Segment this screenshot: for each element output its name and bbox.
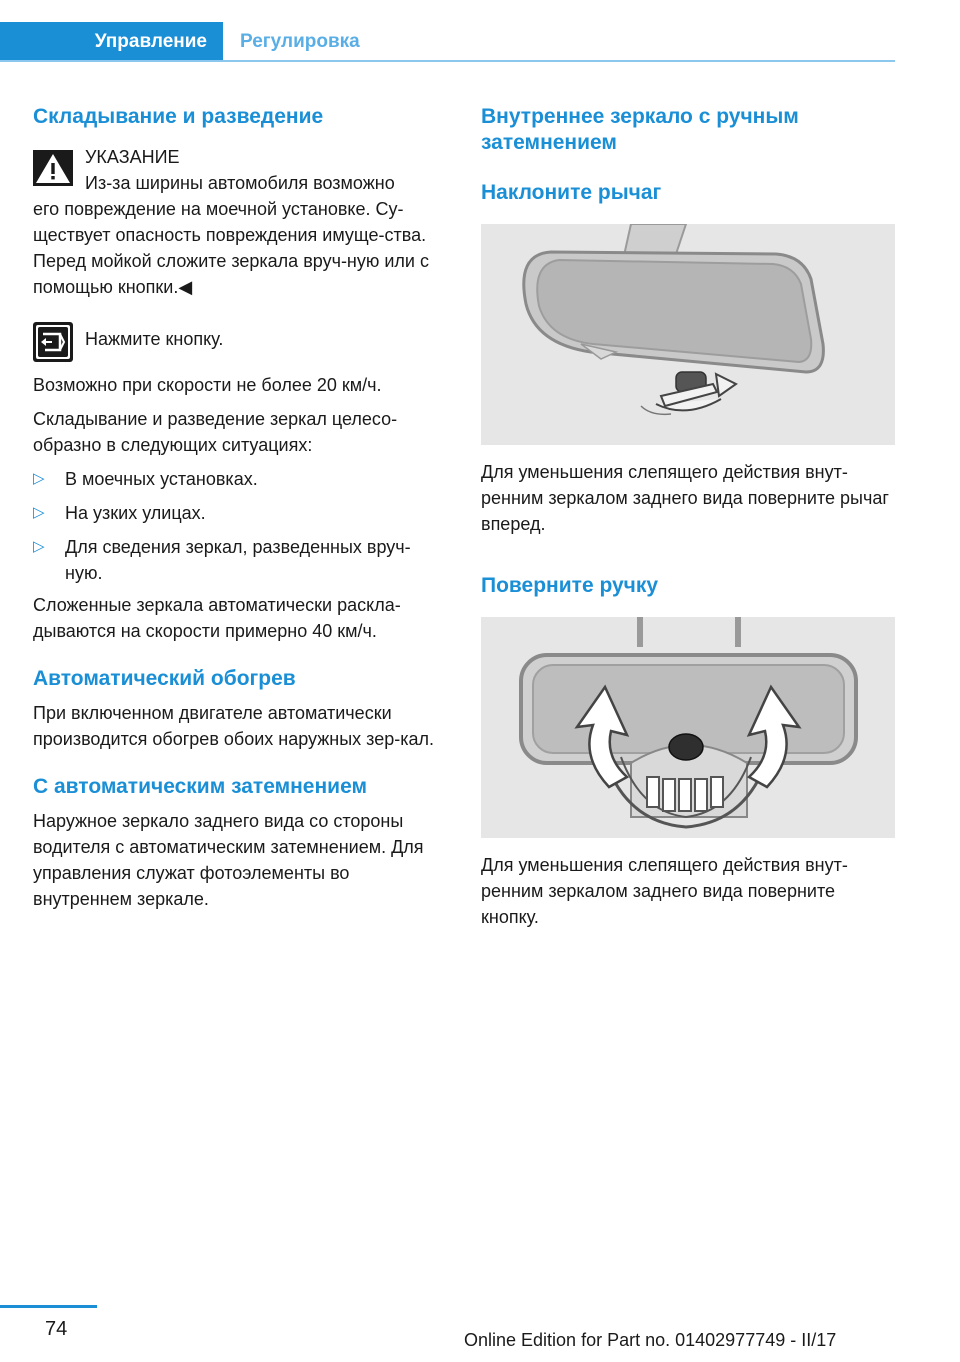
- situations-list: [33, 466, 443, 586]
- warning-text-first: Из-за ширины автомобиля возможно: [85, 173, 395, 193]
- warning-text: его повреждение на моечной установке. Су-ществует опасность повреждения имуще-ства. Перед мойкой сложите зеркала вруч-ную или с помощью кнопки.◀: [33, 199, 429, 297]
- section-title-folding: Складывание и разведение: [33, 105, 324, 128]
- mirror-knob-drawing: [481, 617, 895, 838]
- mirror-fold-button-icon: [33, 322, 73, 362]
- situations-text: Складывание и разведение зеркал целесо-образно в следующих ситуациях:: [33, 409, 398, 455]
- warning-label: УКАЗАНИЕ: [85, 147, 180, 167]
- page-number: 74: [45, 1318, 68, 1340]
- triangle-bullet-icon: ▷: [33, 504, 45, 521]
- header-divider: [0, 60, 895, 62]
- subsection-title-knob: Поверните ручку: [481, 574, 659, 597]
- triangle-bullet-icon: ▷: [33, 538, 45, 555]
- section-title-inner-mirror: Внутреннее зеркало с ручным затемнением: [481, 105, 799, 154]
- warning-block: [33, 144, 443, 300]
- mirror-lever-drawing: [481, 224, 895, 445]
- heating-text: При включенном двигателе автоматически производится обогрев обоих наружных зер-кал.: [33, 703, 435, 749]
- dimming-text: Наружное зеркало заднего вида со стороны водителя с автоматическим затемнением. Для управления служат фотоэлементы во внутреннем зеркале.: [33, 811, 424, 909]
- tab-regulirovka[interactable]: Регулировка: [240, 31, 360, 52]
- speed-text: Возможно при скорости не более 20 км/ч.: [33, 375, 382, 395]
- triangle-bullet-icon: ▷: [33, 470, 45, 487]
- header-bar: [0, 0, 895, 62]
- footer-accent-line: [0, 1305, 97, 1308]
- knob-text: Для уменьшения слепящего действия внут-ренним зеркалом заднего вида поверните кнопку.: [481, 855, 848, 927]
- subsection-title-lever: Наклоните рычаг: [481, 181, 662, 204]
- lever-mirror-illustration: [481, 224, 895, 445]
- list-item: ▷ В моечных установках.: [33, 466, 443, 492]
- left-column: [33, 100, 443, 912]
- warning-triangle-icon: [33, 150, 73, 186]
- knob-mirror-illustration: [481, 617, 895, 838]
- tab-upravlenie[interactable]: Управление: [0, 22, 223, 60]
- button-instruction: [33, 322, 443, 362]
- section-title-heating: Автоматический обогрев: [33, 667, 296, 690]
- right-column: [481, 100, 895, 930]
- list-item: ▷ Для сведения зеркал, разведенных вруч-ную.: [33, 534, 443, 586]
- edition-footer: Online Edition for Part no. 01402977749 - II/17: [464, 1330, 837, 1350]
- button-text: Нажмите кнопку.: [85, 329, 224, 349]
- section-title-dimming: С автоматическим затемнением: [33, 775, 368, 798]
- lever-text: Для уменьшения слепящего действия внут-ренним зеркалом заднего вида поверните рычаг вперед.: [481, 462, 889, 534]
- auto-unfold-text: Сложенные зеркала автоматически раскла-дываются на скорости примерно 40 км/ч.: [33, 595, 401, 641]
- list-item: ▷ На узких улицах.: [33, 500, 443, 526]
